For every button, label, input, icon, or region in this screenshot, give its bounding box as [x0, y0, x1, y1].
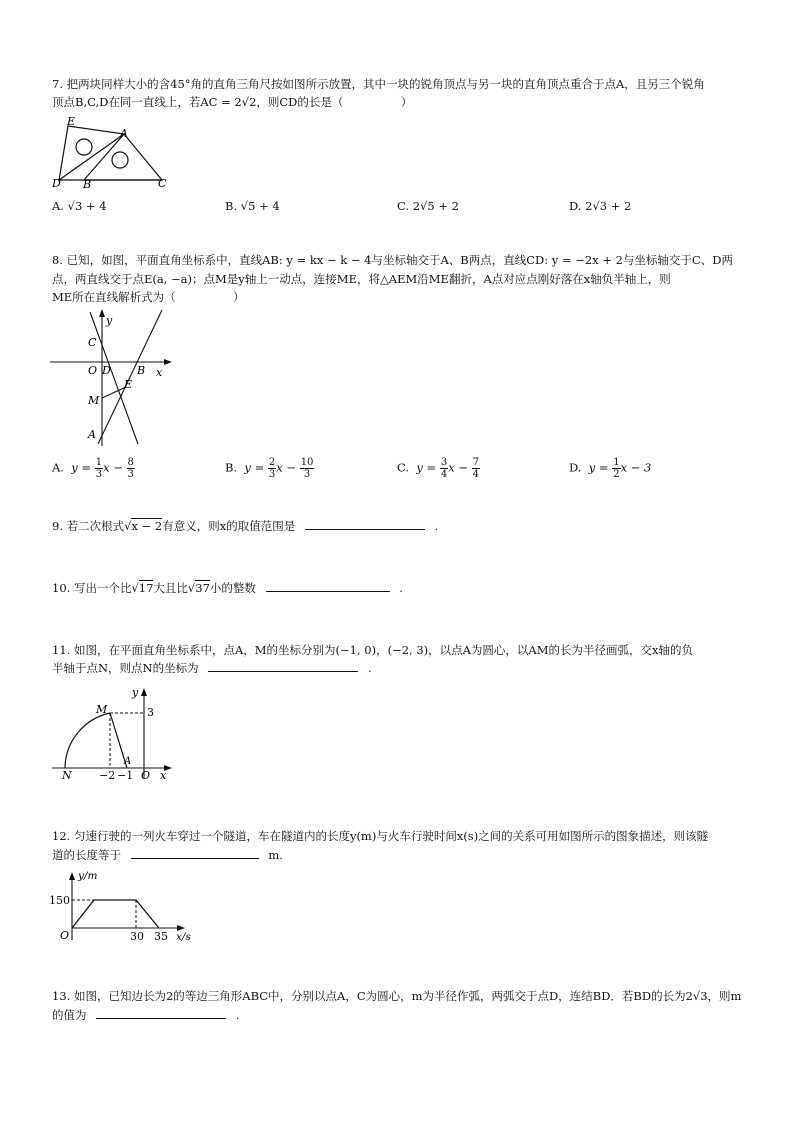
q13-line2: 的值为 .: [52, 1005, 239, 1025]
q11-label-minus2: −2: [99, 769, 116, 782]
q11-label-O: O: [141, 769, 151, 782]
q7-figure: [48, 114, 176, 190]
q11-line1: 11. 如图，在平面直角坐标系中，点A，M的坐标分别为(−1, 0)，(−2, 3)，以点A为圆心，以AM的长为半径画弧，交x轴的负: [52, 643, 693, 657]
q11-label-M: M: [96, 703, 108, 716]
q7-option-d: D. 2√3 + 2: [569, 199, 632, 213]
q12-line1: 12. 匀速行驶的一列火车穿过一个隧道，车在隧道内的长度y(m)与火车行驶时间x(s)之间的关系可用如图所示的图象描述，则该隧: [52, 829, 709, 843]
q12-label-xlab: x/s: [176, 931, 191, 943]
q11-label-N: N: [62, 769, 72, 782]
q8-figure: [50, 306, 180, 448]
q11-label-x: x: [160, 769, 167, 782]
q8-label-x: x: [156, 366, 163, 379]
q12-label-150: 150: [49, 894, 70, 907]
q10-answer-blank[interactable]: [266, 578, 390, 592]
q11-label-3: 3: [147, 706, 154, 719]
q12-label-30: 30: [130, 930, 144, 943]
q8-option-d: D. y = $\frac{1}{2}$ x − 3: [569, 457, 652, 480]
q11-line2: 半轴于点N，则点N的坐标为 .: [52, 658, 372, 678]
q12-label-O: O: [60, 929, 70, 942]
q8-label-B: B: [137, 364, 146, 377]
q7-label-B: B: [83, 178, 92, 190]
q8-line2: 点，两直线交于点E(a, −a)；点M是y轴上一动点，连接ME，将△AEM沿ME翻折，A点对应点刚好落在x轴负半轴上，则: [52, 272, 671, 286]
q13-line1: 13. 如图，已知边长为2的等边三角形ABC中，分别以点A，C为圆心，m为半径作弧，两弧交于点D，连结BD．若BD的长为2√3，则m: [52, 989, 742, 1003]
q7-label-A: A: [120, 127, 128, 140]
q10-line: 10. 写出一个比√17大且比√37小的整数 .: [52, 578, 403, 598]
q8-option-a: A. y = $\frac{1}{3}$ x − $\frac{8}{3}$: [52, 457, 134, 480]
q8-option-c: C. y = $\frac{3}{4}$ x − $\frac{7}{4}$: [397, 457, 479, 480]
q8-label-E: E: [124, 378, 133, 391]
q12-answer-blank[interactable]: [131, 845, 259, 859]
q7-option-a: A. √3 + 4: [52, 199, 107, 213]
q12-label-35: 35: [154, 930, 168, 943]
q12-figure: [48, 866, 198, 944]
q9-line: 9. 若二次根式√x − 2有意义，则x的取值范围是 .: [52, 516, 438, 536]
q9-answer-blank[interactable]: [305, 516, 425, 530]
q8-line3: ME所在直线解析式为（ ）: [52, 290, 245, 304]
q7-label-C: C: [158, 177, 167, 190]
q11-label-minus1: −1: [117, 769, 134, 782]
q12-label-ylab: y/m: [78, 870, 98, 882]
q11-label-y: y: [132, 686, 139, 699]
q7-option-b: B. √5 + 4: [225, 199, 280, 213]
q8-label-y: y: [106, 314, 113, 327]
q8-label-A: A: [88, 428, 96, 441]
q8-label-O: O: [88, 364, 98, 377]
q7-label-D: D: [52, 177, 61, 190]
q11-answer-blank[interactable]: [208, 658, 358, 672]
q7-label-E: E: [67, 115, 76, 128]
q8-label-D: D: [102, 364, 111, 377]
q11-label-A: A: [124, 756, 132, 767]
q8-label-C: C: [88, 336, 97, 349]
q8-label-M: M: [88, 394, 100, 407]
q7-line2: 顶点B,C,D在同一直线上，若AC = 2√2，则CD的长是（ ）: [52, 95, 413, 109]
q12-line2: 道的长度等于 m.: [52, 845, 283, 865]
q7-option-c: C. 2√5 + 2: [397, 199, 459, 213]
q8-option-b: B. y = $\frac{2}{3}$ x − $\frac{10}{3}$: [225, 457, 314, 480]
q7-line1: 7. 把两块同样大小的含45°角的直角三角尺按如图所示放置，其中一块的锐角顶点与另一块的直角顶点重合于点A，且另三个锐角: [52, 77, 705, 91]
q8-line1: 8. 已知，如图，平面直角坐标系中，直线AB: y = kx − k − 4与坐标轴交于A、B两点，直线CD: y = −2x + 2与坐标轴交于C、D两: [52, 253, 733, 267]
q11-figure: [50, 682, 176, 782]
q13-answer-blank[interactable]: [96, 1005, 226, 1019]
